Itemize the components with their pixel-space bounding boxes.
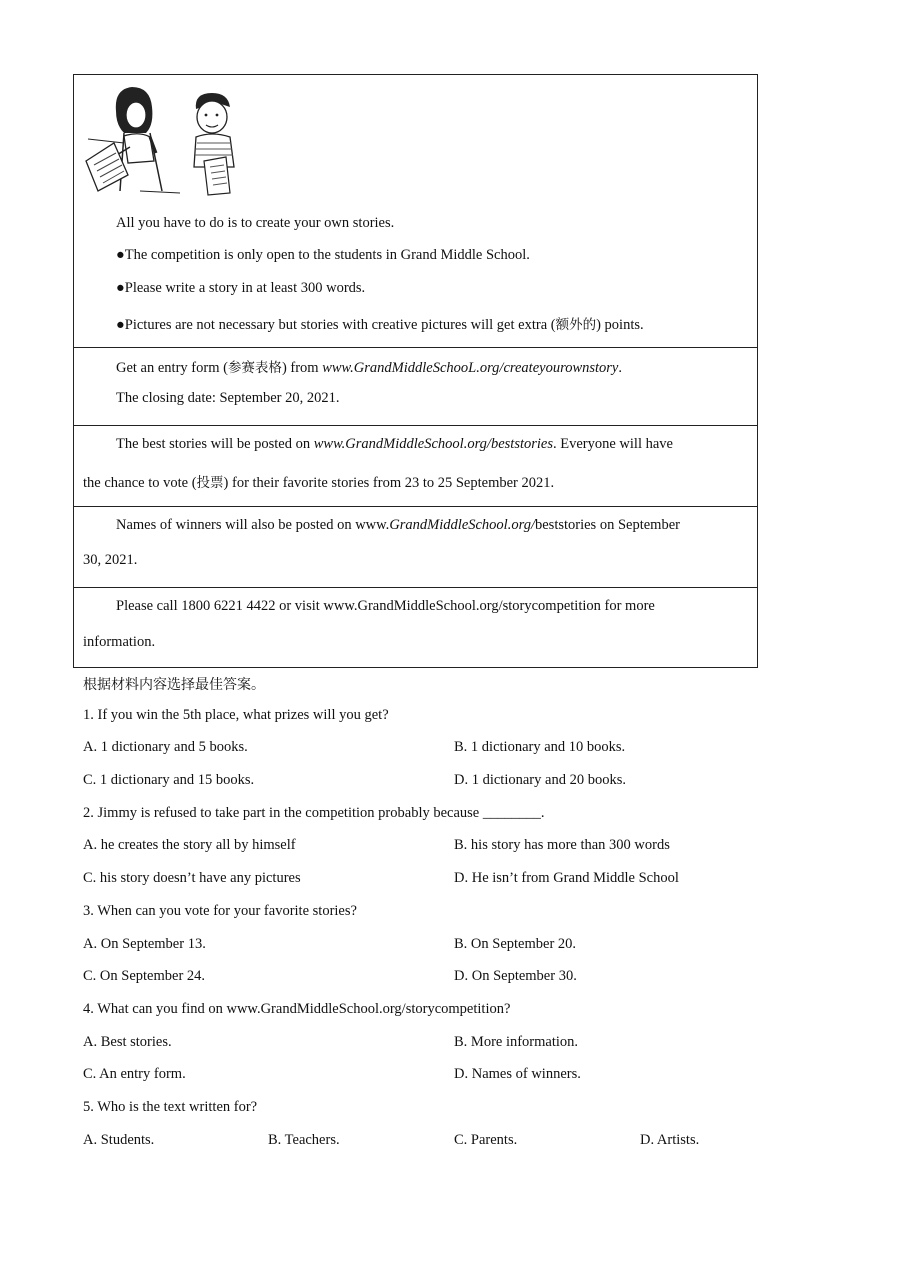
vote-line-1 [116,436,673,453]
option-d[interactable]: D. Artists. [640,1132,700,1148]
vote-text-c: the chance to vote ( [83,475,197,491]
rule-eligibility: ●The competition is only open to the students in Grand Middle School. [116,247,530,263]
winners-text-b: beststories on September [534,517,680,533]
option-c[interactable]: C. Parents. [454,1132,518,1148]
option-a[interactable]: A. On September 13. [83,936,206,952]
option-d[interactable]: D. 1 dictionary and 20 books. [454,772,626,788]
option-b[interactable]: B. More information. [454,1034,579,1050]
question-stem: 1. If you win the 5th place, what prizes will you get? [83,707,389,723]
contact-line-2: information. [83,634,156,650]
entry-form-url[interactable]: www.GrandMiddleSchooL.org/createyourownstory [322,360,619,376]
rule-pictures [116,313,644,334]
vote-line-2 [83,471,554,492]
question-stem: 4. What can you find on www.GrandMiddleSchool.org/storycompetition? [83,1001,511,1017]
contact-line-1: Please call 1800 6221 4422 or visit www.GrandMiddleSchool.org/storycompetition for more [116,598,655,614]
entry-form-line [116,356,622,377]
entry-text-end: . [618,360,622,376]
notice-vote-section [74,426,757,507]
instruction: 根据材料内容选择最佳答案。 [83,677,265,693]
entry-text-a: Get an entry form ( [116,360,228,376]
option-c[interactable]: C. his story doesn’t have any pictures [83,870,301,886]
rule-pictures-chinese: 额外的 [555,317,597,333]
closing-date: The closing date: September 20, 2021. [116,390,340,406]
option-c[interactable]: C. On September 24. [83,968,206,984]
rule-pictures-text-a: ●Pictures are not necessary but stories with creative pictures will get extra ( [116,317,556,333]
vote-text-b: . Everyone will have [552,436,673,452]
rule-pictures-text-b: ) points. [596,317,644,333]
option-d[interactable]: D. On September 30. [454,968,577,984]
vote-chinese: 投票 [196,475,224,491]
question-stem: 5. Who is the text written for? [83,1099,258,1115]
option-b[interactable]: B. his story has more than 300 words [454,837,670,853]
question-stem: 3. When can you vote for your favorite stories? [83,903,357,919]
entry-text-b: ) from [281,360,323,376]
vote-text-d: ) for their favorite stories from 23 to 25 September 2021. [223,475,555,491]
question-stem: 2. Jimmy is refused to take part in the competition probably because ________. [83,805,545,821]
competition-notice [73,74,758,668]
notice-winners-section [74,507,757,588]
option-b[interactable]: B. 1 dictionary and 10 books. [454,739,626,755]
best-stories-url[interactable]: www.GrandMiddleSchool.org/beststories [313,436,553,452]
vote-text-a: The best stories will be posted on [116,436,314,452]
winners-text-a: Names of winners will also be posted on www. [116,517,390,533]
option-b[interactable]: B. On September 20. [454,936,577,952]
option-a[interactable]: A. Students. [83,1132,155,1148]
winners-line-2: 30, 2021. [83,552,138,568]
option-d[interactable]: D. He isn’t from Grand Middle School [454,870,679,886]
rules-intro: All you have to do is to create your own stories. [116,215,395,231]
option-b[interactable]: B. Teachers. [268,1132,340,1148]
option-a[interactable]: A. Best stories. [83,1034,172,1050]
rule-word-count: ●Please write a story in at least 300 words. [116,280,366,296]
notice-entry-section [74,348,757,426]
option-a[interactable]: A. 1 dictionary and 5 books. [83,739,248,755]
option-a[interactable]: A. he creates the story all by himself [83,837,296,853]
notice-rules-section [74,75,757,348]
winners-url[interactable]: GrandMiddleSchool.org/ [389,517,535,533]
option-c[interactable]: C. An entry form. [83,1066,186,1082]
kids-illustration [84,81,259,196]
winners-line-1 [116,517,680,534]
option-d[interactable]: D. Names of winners. [454,1066,581,1082]
notice-contact-section [74,588,757,669]
entry-chinese: 参赛表格 [227,360,282,376]
option-c[interactable]: C. 1 dictionary and 15 books. [83,772,255,788]
